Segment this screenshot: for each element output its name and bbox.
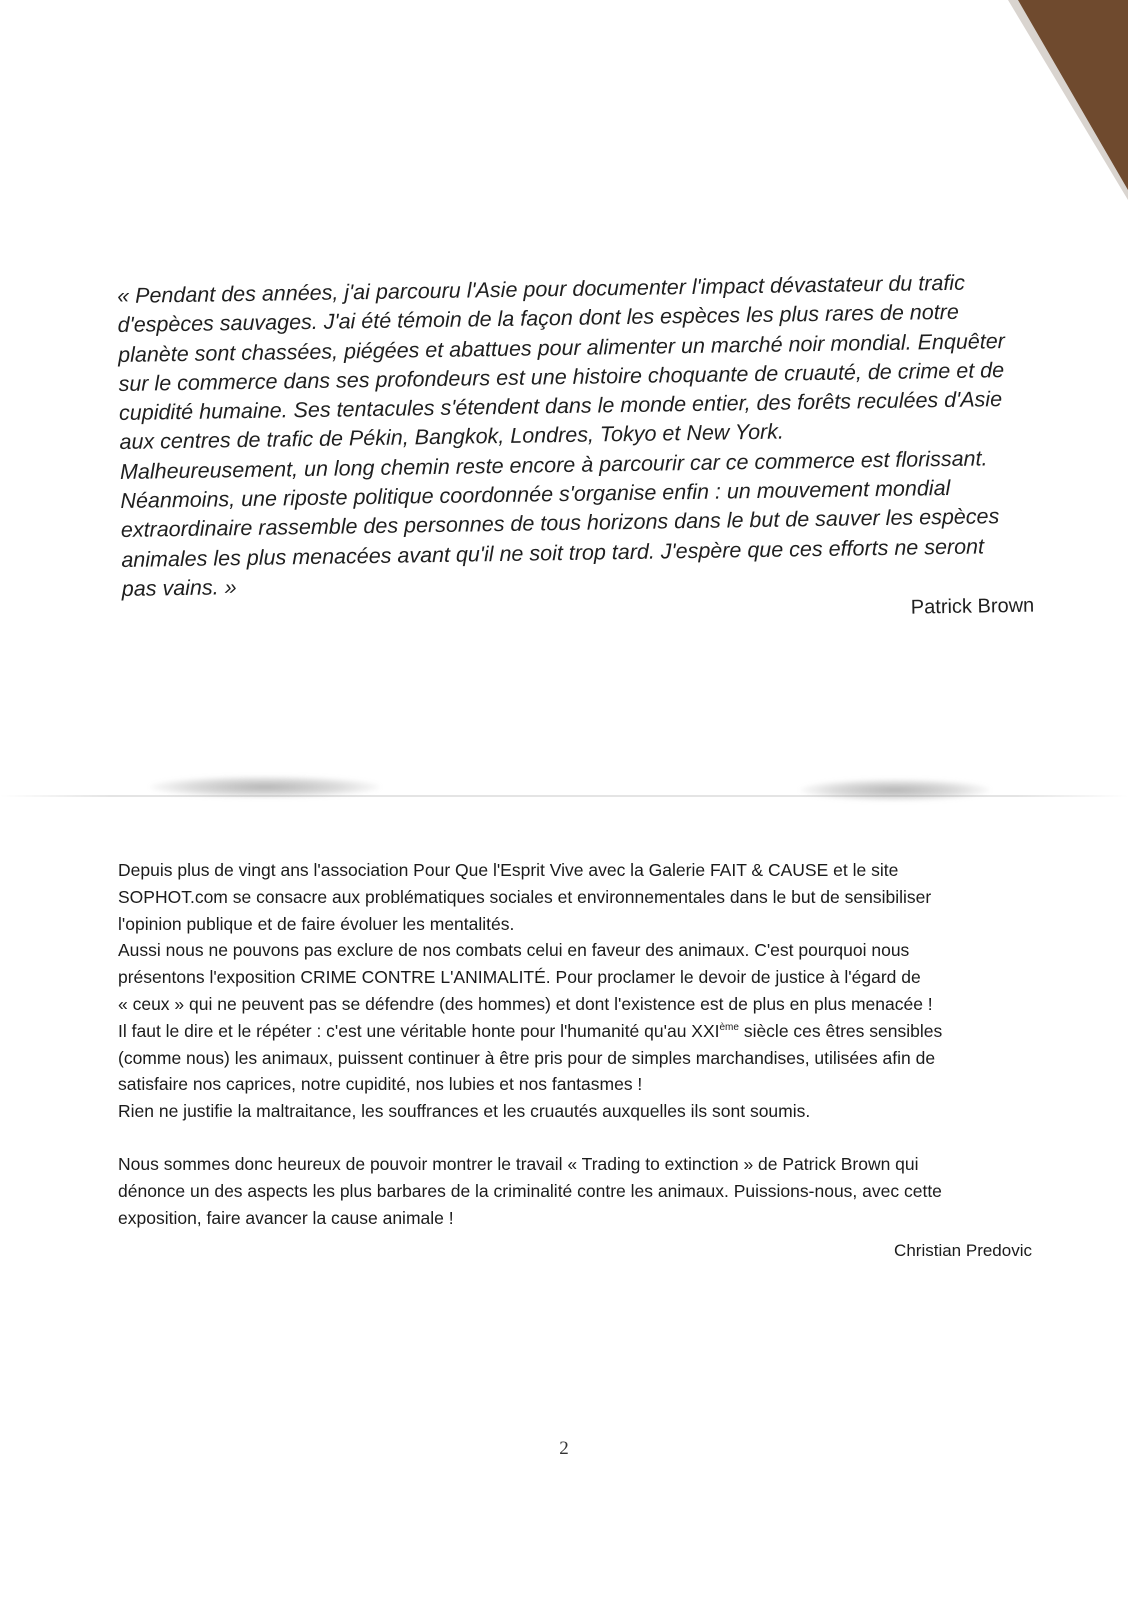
quote-line: pas vains. » — [121, 575, 237, 601]
quote-line: « Pendant des années, j'ai parcouru l'Asie pour documenter l'impact dévastateur du trafic — [117, 270, 966, 308]
association-statement — [118, 857, 1032, 1263]
statement-line: Aussi nous ne pouvons pas exclure de nos combats celui en faveur des animaux. C'est pourquoi nous — [118, 940, 910, 961]
closing-line: dénonce un des aspects les plus barbares de la criminalité contre les animaux. Puissions-nous, avec cette — [118, 1180, 942, 1201]
quote-line: d'espèces sauvages. J'ai été témoin de la façon dont les espèces les plus rares de notre — [117, 300, 960, 338]
closing-line: exposition, faire avancer la cause animale ! — [118, 1207, 454, 1228]
quote-line: planète sont chassées, piégées et abattues pour alimenter un marché noir mondial. Enquêter — [117, 328, 1006, 367]
scan-smudge — [150, 776, 380, 798]
statement-line — [118, 1021, 942, 1041]
paragraph-gap — [118, 1125, 1032, 1151]
quote-line: extraordinaire rassemble des personnes de tous horizons dans le but de sauver les espèces — [120, 504, 1000, 543]
scan-background-corner — [1018, 0, 1128, 190]
closing-paragraph — [118, 1151, 1032, 1231]
quote-line: cupidité humaine. Ses tentacules s'étendent dans le monde entier, des forêts reculées d'Asie — [118, 387, 1003, 426]
statement-line: « ceux » qui ne peuvent pas se défendre (des hommes) et dont l'existence est de plus en plus menacée ! — [118, 993, 933, 1014]
quote-line: aux centres de trafic de Pékin, Bangkok, Londres, Tokyo et New York. — [119, 420, 785, 455]
statement-line: l'opinion publique et de faire évoluer les mentalités. — [118, 913, 515, 934]
quote-line: Malheureusement, un long chemin reste encore à parcourir car ce commerce est florissant. — [119, 446, 988, 484]
statement-paragraph — [118, 857, 1032, 1125]
scan-smudge — [800, 779, 990, 801]
statement-line: présentons l'exposition CRIME CONTRE L'ANIMALITÉ. Pour proclamer le devoir de justice à l'égard de — [118, 967, 921, 988]
photographer-quote — [117, 268, 1039, 635]
statement-line: (comme nous) les animaux, puissent continuer à être pris pour de simples marchandises, utilisées afin de — [118, 1047, 936, 1068]
century-superscript: ème — [719, 1021, 739, 1033]
statement-author: Christian Predovic — [894, 1241, 1032, 1261]
quote-author: Patrick Brown — [910, 594, 1035, 619]
statement-line: Depuis plus de vingt ans l'association Pour Que l'Esprit Vive avec la Galerie FAIT & CAUSE et le site — [118, 860, 899, 880]
quote-paragraph — [117, 268, 1039, 605]
quote-line: sur le commerce dans ses profondeurs est une histoire choquante de cruauté, de crime et de — [118, 357, 1005, 396]
statement-line-start: Il faut le dire et le répéter : c'est une véritable honte pour l'humanité qu'au XXI — [118, 1020, 720, 1041]
quote-line: animales les plus menacées avant qu'il ne soit trop tard. J'espère que ces efforts ne seront — [121, 534, 985, 572]
closing-line: Nous sommes donc heureux de pouvoir montrer le travail « Trading to extinction » de Patrick Brown qui — [118, 1153, 919, 1174]
statement-line: Rien ne justifie la maltraitance, les souffrances et les cruautés auxquelles ils sont soumis. — [118, 1101, 811, 1122]
statement-line: satisfaire nos caprices, notre cupidité, nos lubies et nos fantasmes ! — [118, 1074, 643, 1095]
statement-line: SOPHOT.com se consacre aux problématiques sociales et environnementales dans le but de sensibiliser — [118, 886, 932, 907]
quote-line: Néanmoins, une riposte politique coordonnée s'organise enfin : un mouvement mondial — [120, 476, 951, 514]
page-number: 2 — [559, 1438, 569, 1459]
statement-line-end: siècle ces êtres sensibles — [738, 1020, 943, 1041]
